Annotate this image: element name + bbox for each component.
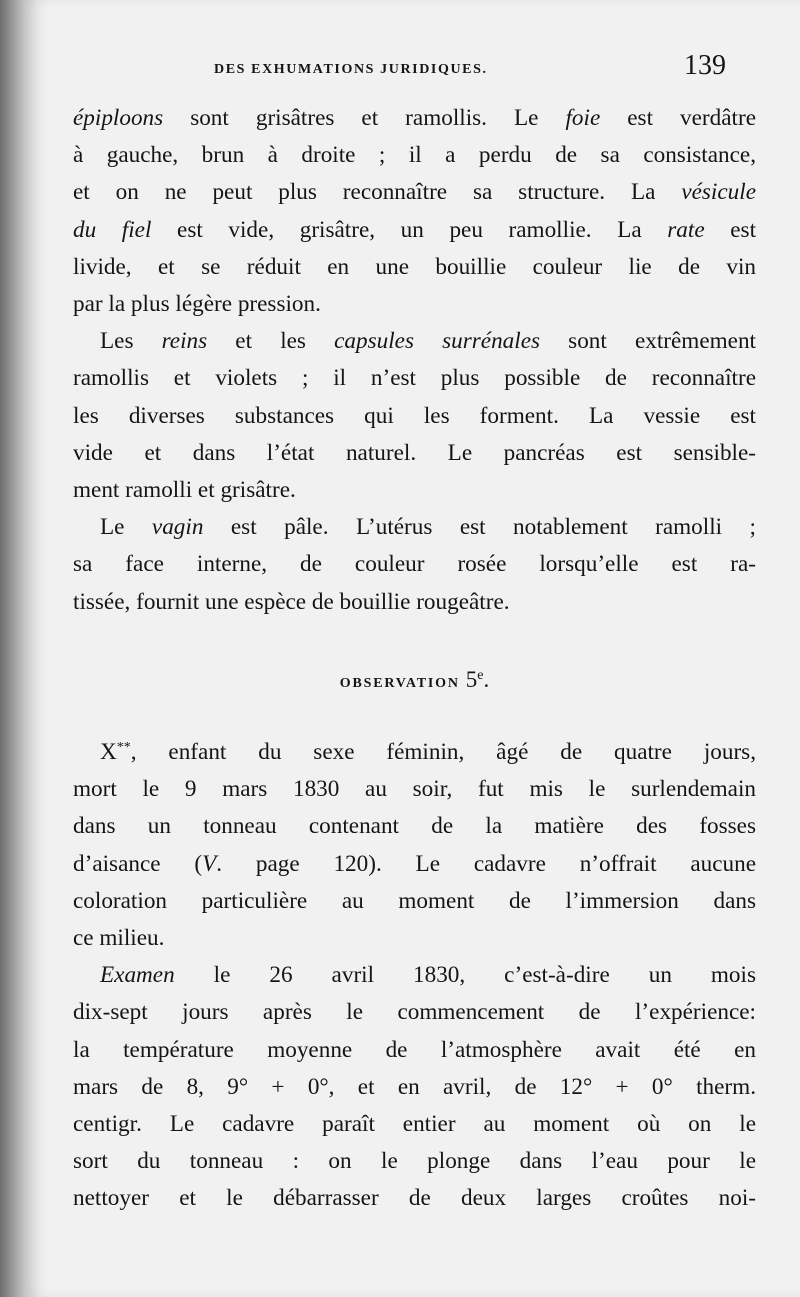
book-page xyxy=(26,0,800,1297)
text-line: du fiel est vide, grisâtre, un peu ramollie. La rate est xyxy=(73,216,757,243)
text-line: les diverses substances qui les forment. La vessie est xyxy=(73,402,756,429)
text-line: coloration particulière au moment de l’immersion dans xyxy=(73,887,756,914)
text-line: d’aisance (V. page 120). Le cadavre n’offrait aucune xyxy=(73,850,756,877)
text-line: Examen le 26 avril 1830, c’est-à-dire un mois xyxy=(100,962,756,989)
italic-term: capsules surrénales xyxy=(334,328,541,355)
italic-term: du fiel xyxy=(73,216,152,243)
text-line: nettoyer et le débarrasser de deux larges croûtes noi- xyxy=(73,1185,756,1212)
text-line: sa face interne, de couleur rosée lorsqu’elle est ra- xyxy=(73,551,756,578)
italic-term: rate xyxy=(667,216,705,243)
text-line: centigr. Le cadavre paraît entier au moment où on le xyxy=(73,1111,756,1138)
text-line: la température moyenne de l’atmosphère avait été en xyxy=(73,1036,756,1063)
page-body xyxy=(73,100,756,1218)
text-line: et on ne peut plus reconnaître sa structure. La vésicule xyxy=(73,179,756,206)
italic-term: foie xyxy=(565,105,601,131)
text-line: mars de 8, 9° + 0°, et en avril, de 12° + 0° therm. xyxy=(73,1073,756,1100)
italic-term: Examen xyxy=(100,962,175,989)
text-line: X**, enfant du sexe féminin, âgé de quatre jours, xyxy=(100,739,756,766)
text-line: sort du tonneau : on le plonge dans l’eau pour le xyxy=(73,1148,756,1175)
observation-heading: OBSERVATION 5e. xyxy=(339,666,490,692)
text-line: ment ramolli et grisâtre. xyxy=(73,477,296,504)
text-line: ce milieu. xyxy=(73,925,165,952)
paragraph-epiploons xyxy=(73,100,756,323)
text-line: vide et dans l’état naturel. Le pancréas est sensible- xyxy=(73,439,756,466)
text-line: épiploons sont grisâtres et ramollis. Le foie est verdâtre xyxy=(73,105,756,131)
text-line: par la plus légère pression. xyxy=(73,291,321,318)
paragraph-reins xyxy=(73,323,756,509)
text-line: Les reins et les capsules surrénales sont extrêmement xyxy=(100,328,757,355)
italic-term: reins xyxy=(161,328,208,355)
italic-term: vagin xyxy=(151,514,204,541)
running-head: DES EXHUMATIONS JURIDIQUES. xyxy=(214,62,488,77)
page-number: 139 xyxy=(684,50,726,81)
text-line: à gauche, brun à droite ; il a perdu de sa consistance, xyxy=(73,142,756,169)
text-line: mort le 9 mars 1830 au soir, fut mis le surlendemain xyxy=(73,776,756,803)
paragraph-observation xyxy=(73,734,756,957)
italic-term: vésicule xyxy=(681,179,756,206)
text-line: ramollis et violets ; il n’est plus possible de reconnaître xyxy=(73,365,756,392)
italic-term: épiploons xyxy=(73,105,164,131)
text-line: dans un tonneau contenant de la matière des fosses xyxy=(73,813,756,840)
text-line: Le vagin est pâle. L’utérus est notablement ramolli ; xyxy=(100,514,756,541)
text-line: tissée, fournit une espèce de bouillie rougeâtre. xyxy=(73,588,510,615)
italic-term: V xyxy=(202,850,217,877)
text-line: livide, et se réduit en une bouillie couleur lie de vin xyxy=(73,253,756,280)
text-line: dix-sept jours après le commencement de l’expérience: xyxy=(73,999,756,1026)
paragraph-vagin xyxy=(73,509,756,621)
paragraph-examen xyxy=(73,957,756,1217)
